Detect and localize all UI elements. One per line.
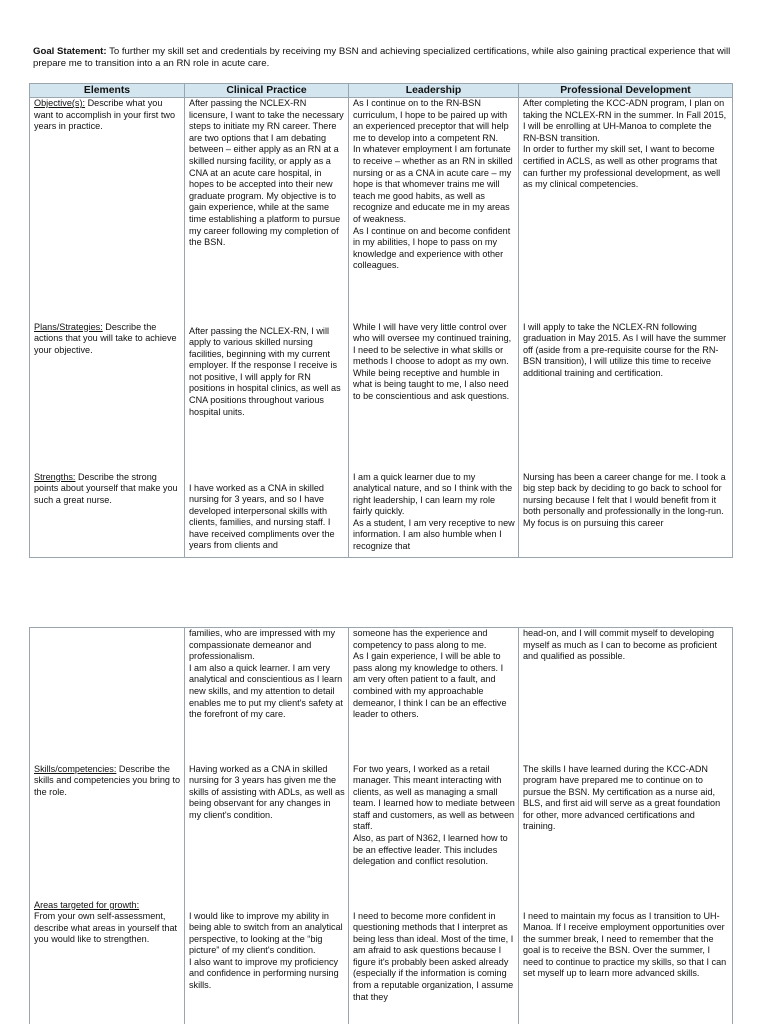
clinical-cell-strengths-continued: [185, 628, 349, 764]
cell-paragraph: Also, as part of N362, I learned how to be an effective leader. This includes delegation and conflict resolution.: [353, 833, 508, 867]
cell-paragraph: In whatever employment I am fortunate to receive – whether as an RN in skilled nursing or as a CNA in acute care – my hope is that whomever trains me will teach me good habits, as well as recognize and educate me in my areas of weakness.: [353, 144, 513, 224]
cell-paragraph: As I gain experience, I will be able to pass along my knowledge to others. I am very often patient to a fault, and combined with my approachable demeanor, I think I can be an effective leader to others.: [353, 651, 507, 720]
cell-text: After passing the NCLEX-RN licensure, I want to take the necessary steps to initiate my RN career. There are two options that I am debating between – either apply as an RN at a skilled nursing facility, or apply as a CNA at an acute care hospital, in hopes to be accepted into their new graduate program. My objective is to gain experience, while at the same time establishing a platform to pursue my career following my completion of the BSN.: [189, 98, 344, 248]
table-row-strengths-continued: [30, 628, 733, 764]
clinical-cell-skills: [185, 764, 349, 900]
clinical-cell-growth: [185, 900, 349, 1024]
leadership-cell-plans: [349, 320, 519, 468]
cell-paragraph: As I continue on and become confident in my abilities, I hope to pass on my knowledge and experience with other colleagues.: [353, 225, 511, 271]
table-row-growth: [30, 900, 733, 1024]
element-label: Skills/competencies:: [34, 763, 117, 774]
table-row-strengths: [30, 468, 733, 558]
clinical-cell-strengths: [185, 468, 349, 558]
cell-paragraph: As I continue on to the RN-BSN curriculum, I hope to be paired up with an experienced preceptor that will help me to develop into a competent RN.: [353, 98, 509, 143]
cell-paragraph: I am a quick learner due to my analytical nature, and so I think with the right leadership, I can learn my role fairly quickly.: [353, 471, 513, 517]
element-cell-strengths: [30, 468, 185, 558]
element-description: Describe the strong points about yourself that make you such a great nurse.: [34, 471, 178, 505]
header-elements: Elements: [30, 84, 185, 98]
element-description: Describe the skills and competencies you bring to the role.: [34, 763, 181, 797]
cell-paragraph: I would like to improve my ability in being able to switch from an analytical perspective, to looking at the “big picture” of my client's condition.: [189, 910, 343, 956]
leadership-cell-growth: [349, 900, 519, 1024]
cell-paragraph: I am also a quick learner. I am very analytical and conscientious as I learn new skills, and my attention to detail enables me to put my client's safety at the forefront of my care.: [189, 662, 343, 720]
cell-text: I need to maintain my focus as I transition to UH-Manoa. If I receive employment opportunities over the summer break, I need to remember that the goal is to receive the BSN. Over the summer, I need to continue to practice my skills, so that I can set myself up to learn more advanced skills.: [523, 910, 727, 979]
cell-text: I will apply to take the NCLEX-RN following graduation in May 2015. As I will have the summer off (aside from a pre-requisite course for the RN-BSN transition), I will utilize this time to receive additional training and certification.: [523, 321, 727, 378]
cell-paragraph: someone has the experience and competency to pass along to me.: [353, 628, 488, 650]
element-label: Objective(s):: [34, 98, 86, 108]
cell-paragraph: For two years, I worked as a retail manager. This meant interacting with clients, as well as managing a small team. I learned how to mediate between staff and customers, as well as between staff.: [353, 763, 515, 832]
header-leadership: Leadership: [349, 84, 519, 98]
goal-statement: [33, 46, 733, 71]
professional-cell-strengths: [519, 468, 733, 558]
cell-paragraph: After completing the KCC-ADN program, I plan on taking the NCLEX-RN in the summer. In Fall 2015, I will be enrolling at UH-Manoa to complete the RN-BSN transition.: [523, 98, 727, 143]
cell-text: Having worked as a CNA in skilled nursing for 3 years has given me the skills of assisting with ADLs, as well as being observant for any changes in my client's condition.: [189, 763, 345, 820]
cell-paragraph: In order to further my skill set, I want to become certified in ACLS, as well as other programs that can further my professional development, as well as my clinical competencies.: [523, 144, 721, 190]
table-row-plans: [30, 320, 733, 468]
cell-paragraph: I also want to improve my proficiency and confidence in performing nursing skills.: [189, 956, 339, 991]
goal-statement-label: Goal Statement:: [33, 46, 107, 57]
cell-paragraph: families, who are impressed with my compassionate demeanor and professionalism.: [189, 628, 336, 662]
cell-text: Nursing has been a career change for me. I took a big step back by deciding to go back to school for nursing because I felt that I would benefit from it both personally and professionally in the long-run. My focus is on pursuing this career: [523, 471, 726, 528]
table-header-row: [30, 84, 733, 98]
professional-cell-plans: [519, 320, 733, 468]
cell-text: I have worked as a CNA in skilled nursing for 3 years, and so I have developed interpersonal skills with clients, families, and nursing staff. I have received compliments over the years from clients and: [189, 482, 335, 551]
leadership-cell-objectives: [349, 98, 519, 320]
professional-cell-growth: [519, 900, 733, 1024]
element-label: Strengths:: [34, 471, 76, 482]
element-description: Describe what you want to accomplish in your first two years in practice.: [34, 98, 176, 132]
professional-cell-objectives: [519, 98, 733, 320]
element-label: Plans/Strategies:: [34, 321, 103, 332]
document-page-2: [0, 616, 768, 1024]
page-gap: [0, 572, 768, 616]
leadership-cell-strengths: [349, 468, 519, 558]
professional-cell-strengths-continued: [519, 628, 733, 764]
clinical-cell-plans: [185, 320, 349, 468]
professional-cell-skills: [519, 764, 733, 900]
plan-table-part-1: [29, 83, 733, 558]
goal-statement-text: To further my skill set and credentials by receiving my BSN and achieving specialized certifications, while also gaining practical experience that will prepare me to transition into a an RN role in acute care.: [33, 46, 731, 70]
table-row-skills: [30, 764, 733, 900]
table-row-objectives: [30, 98, 733, 320]
element-description: Describe the actions that you will take to achieve your objective.: [34, 321, 177, 355]
cell-text: The skills I have learned during the KCC-ADN program have prepared me to continue on to pursue the BSN. My certification as a nurse aid, BLS, and first aid will serve as a great foundation for other, more advanced certifications and training.: [523, 763, 721, 832]
header-professional-development: Professional Development: [519, 84, 733, 98]
element-cell-plans: [30, 320, 185, 468]
leadership-cell-strengths-continued: [349, 628, 519, 764]
element-cell-growth: [30, 900, 185, 1024]
cell-text: I need to become more confident in questioning methods that I interpret as being less than ideal. Most of the time, I am afraid to ask questions because I figure it's probably been asked already (especially if the information is coming from a reputable organization, I assume that they: [353, 910, 514, 1002]
element-label: Areas targeted for growth:: [34, 899, 140, 910]
element-cell-skills: [30, 764, 185, 900]
plan-table-part-2: [29, 627, 733, 1024]
element-cell-objectives: [30, 98, 185, 320]
cell-paragraph: As a student, I am very receptive to new information. I am also humble when I recognize that: [353, 517, 515, 552]
cell-text: After passing the NCLEX-RN, I will apply to various skilled nursing facilities, beginning with my current employer. If the response I receive is not positive, I will apply for RN positions in hospital clinics, as well as CNA positions throughout various hospital units.: [189, 325, 341, 417]
header-clinical-practice: Clinical Practice: [185, 84, 349, 98]
cell-text: While I will have very little control over who will oversee my continued training, I need to be selective in what skills or methods I choose to adopt as my own. While being receptive and humble in what is being taught to me, I also need to be conscientious and ask questions.: [353, 321, 512, 402]
clinical-cell-objectives: [185, 98, 349, 320]
element-description: From your own self-assessment, describe what areas in yourself that you would like to strengthen.: [34, 911, 178, 945]
cell-text: head-on, and I will commit myself to developing myself as much as I can to become as proficient and qualified as possible.: [523, 628, 718, 662]
leadership-cell-skills: [349, 764, 519, 900]
element-cell-strengths-continued: [30, 628, 185, 764]
